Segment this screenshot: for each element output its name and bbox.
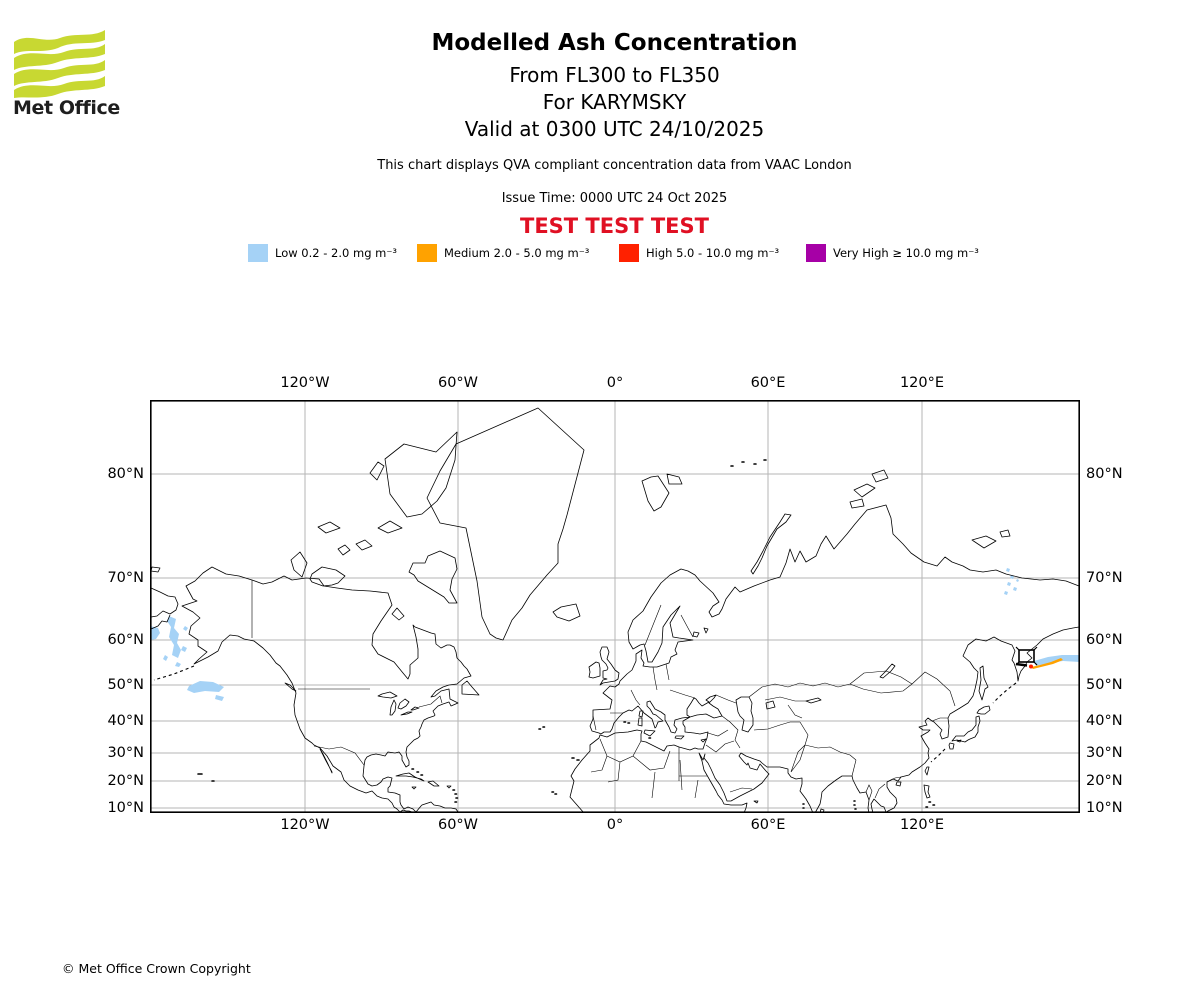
coastline-americas xyxy=(182,408,584,813)
lon-label-bottom-120e: 120°E xyxy=(899,817,945,833)
legend-item-low xyxy=(248,244,397,262)
lat-label-left-70n: 70°N xyxy=(107,570,144,586)
country-borders xyxy=(252,580,955,800)
lat-label-right-80n: 80°N xyxy=(1086,466,1123,482)
lat-label-left-40n: 40°N xyxy=(107,713,144,729)
lat-label-right-50n: 50°N xyxy=(1086,677,1123,693)
legend-item-medium xyxy=(417,244,589,262)
lon-label-top-60e: 60°E xyxy=(750,375,786,391)
test-banner: TEST TEST TEST xyxy=(520,214,709,238)
lat-label-left-30n: 30°N xyxy=(107,745,144,761)
lat-label-right-40n: 40°N xyxy=(1086,713,1123,729)
lat-label-left-50n: 50°N xyxy=(107,677,144,693)
lon-label-bottom-120w: 120°W xyxy=(280,817,330,833)
lon-label-bottom-60w: 60°W xyxy=(437,817,479,833)
legend-label-low: Low 0.2 - 2.0 mg m⁻³ xyxy=(275,246,398,260)
lon-label-bottom-0: 0° xyxy=(606,817,624,833)
lat-label-right-20n: 20°N xyxy=(1086,773,1123,789)
graticule-grid xyxy=(150,400,1080,813)
legend-swatch-high xyxy=(619,244,639,262)
lat-label-right-60n: 60°N xyxy=(1086,632,1123,648)
copyright: © Met Office Crown Copyright xyxy=(62,961,251,976)
island-chains-dashed xyxy=(154,666,1016,762)
lat-label-right-30n: 30°N xyxy=(1086,745,1123,761)
lat-label-left-80n: 80°N xyxy=(107,466,144,482)
legend-label-very-high: Very High ≥ 10.0 mg m⁻³ xyxy=(833,246,979,260)
subtitle-valid-time: Valid at 0300 UTC 24/10/2025 xyxy=(464,117,765,141)
lon-label-top-60w: 60°W xyxy=(437,375,479,391)
qva-note: This chart displays QVA compliant concentration data from VAAC London xyxy=(377,158,852,173)
legend-swatch-medium xyxy=(417,244,437,262)
page-title: Modelled Ash Concentration xyxy=(431,30,798,56)
lat-label-right-10n: 10°N xyxy=(1086,800,1123,816)
lat-label-left-60n: 60°N xyxy=(107,632,144,648)
world-map xyxy=(150,400,1080,813)
lat-label-left-20n: 20°N xyxy=(107,773,144,789)
lon-label-top-0: 0° xyxy=(606,375,624,391)
legend-item-very-high xyxy=(806,244,979,262)
lat-label-right-70n: 70°N xyxy=(1086,570,1123,586)
issue-time: Issue Time: 0000 UTC 24 Oct 2025 xyxy=(501,191,728,206)
island-dots xyxy=(198,460,935,809)
lon-label-top-120w: 120°W xyxy=(280,375,330,391)
lon-label-top-120e: 120°E xyxy=(899,375,945,391)
legend-swatch-very-high xyxy=(806,244,826,262)
legend-item-high xyxy=(619,244,779,262)
met-office-logo-text: Met Office xyxy=(13,97,120,119)
subtitle-flight-levels: From FL300 to FL350 xyxy=(509,63,720,87)
legend-swatch-low xyxy=(248,244,268,262)
lat-label-left-10n: 10°N xyxy=(107,800,144,816)
subtitle-volcano: For KARYMSKY xyxy=(542,90,687,114)
legend-label-high: High 5.0 - 10.0 mg m⁻³ xyxy=(646,246,780,260)
lon-label-bottom-60e: 60°E xyxy=(750,817,786,833)
ash-area-high xyxy=(1029,665,1033,669)
legend-label-medium: Medium 2.0 - 5.0 mg m⁻³ xyxy=(444,246,590,260)
volcano-marker xyxy=(1016,647,1037,666)
